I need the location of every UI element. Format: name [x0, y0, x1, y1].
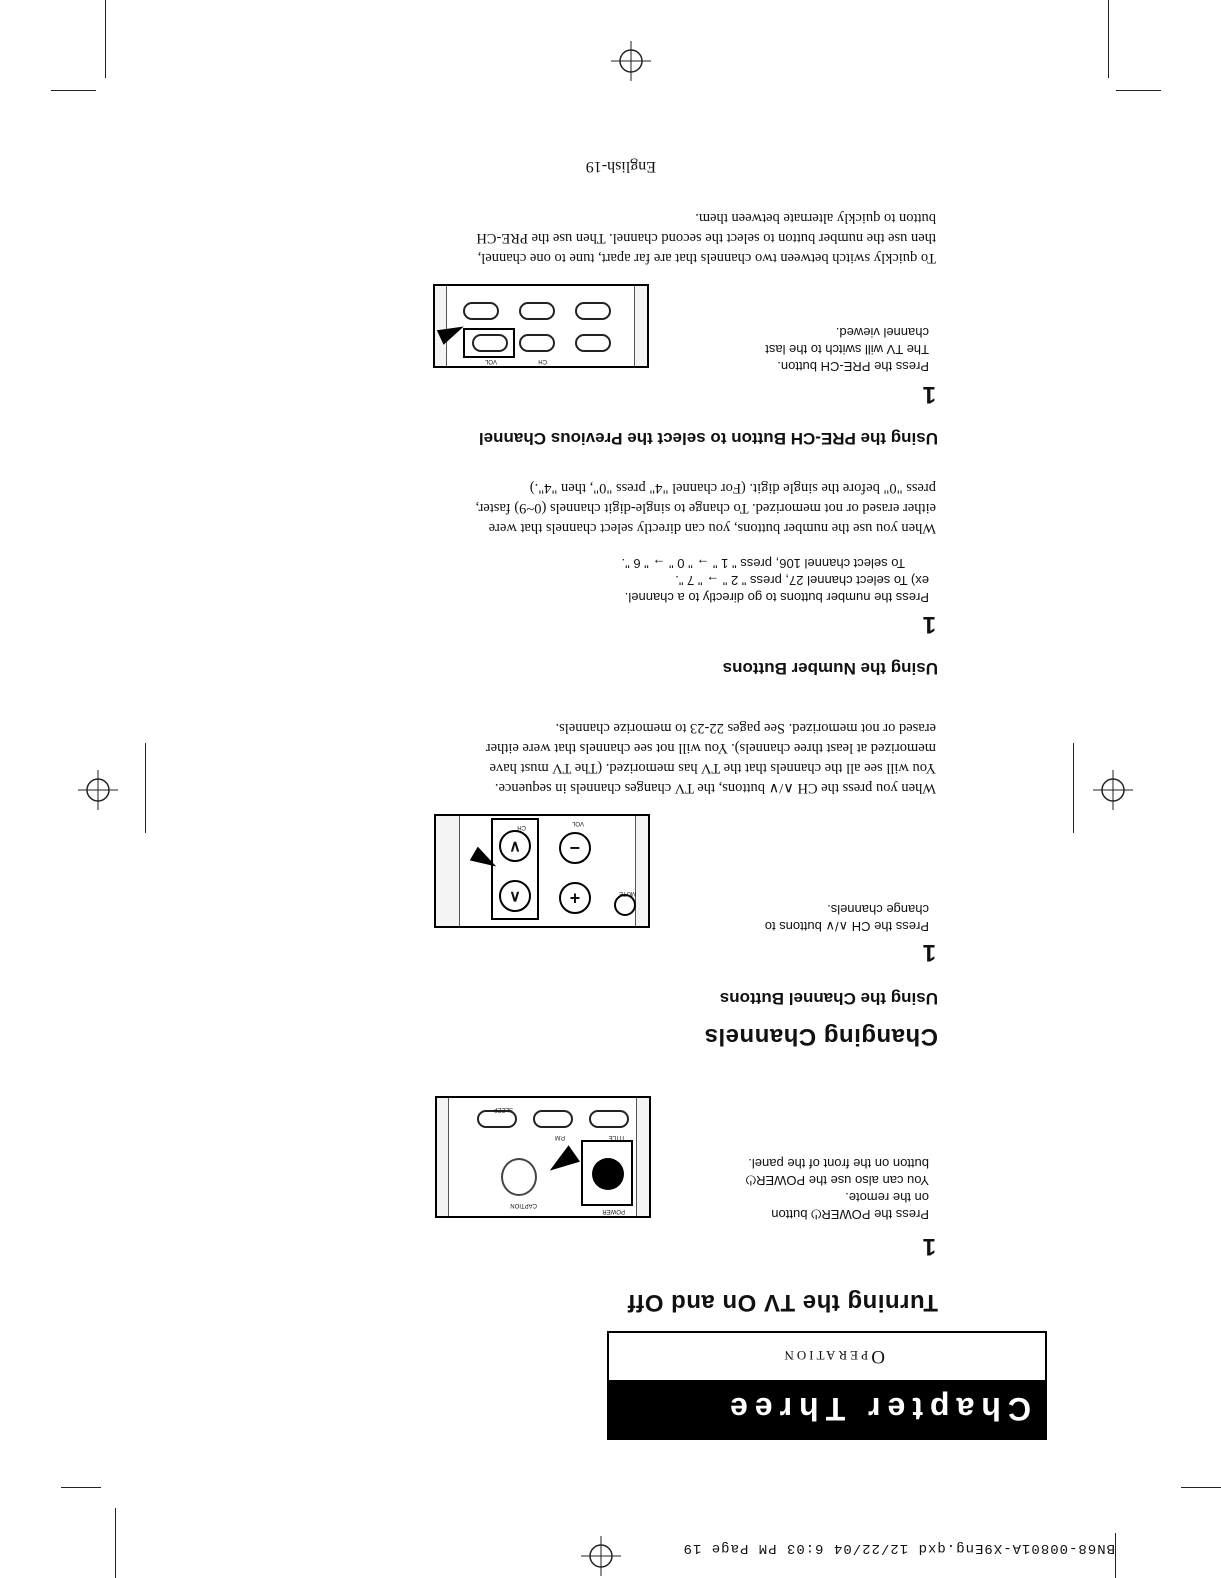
step-line: Press the PRE-CH button.	[777, 359, 929, 374]
step-line: button on the front of the panel.	[748, 1156, 929, 1171]
mute-button-icon	[614, 894, 636, 916]
crop-mark	[1073, 743, 1074, 833]
chapter-title: Chapter Three	[609, 1380, 1045, 1438]
paragraph-line: erased or not memorized. See pages 22-23 to memorize channels.	[555, 720, 936, 736]
paragraph-number	[276, 478, 936, 538]
crop-mark	[145, 743, 146, 833]
registration-mark-icon	[611, 41, 651, 81]
paragraph-line: memorized at least three channels). You will not see channels that were either	[485, 740, 936, 756]
vol-up-icon: +	[559, 882, 591, 914]
step-line: You can also use the POWER⏻	[745, 1173, 929, 1188]
figure-label: MUTE	[619, 890, 636, 896]
registration-mark-icon	[581, 1536, 621, 1576]
remote-button-icon	[575, 334, 611, 352]
remote-button-icon	[589, 1110, 629, 1128]
figure-label: P.M	[555, 1134, 565, 1140]
step-line: ex) To select channel 27, press " 2 " → " 7 ".	[675, 573, 929, 588]
step-text-prech	[689, 324, 929, 375]
subsection-heading: Using the Number Buttons	[722, 659, 938, 678]
step-line: on the remote.	[845, 1190, 929, 1205]
paragraph-line: then use the number button to select the second channel. Then use the PRE-CH	[476, 230, 936, 246]
crop-mark	[1108, 0, 1109, 78]
remote-figure-prech	[433, 284, 649, 368]
paragraph-line: You will see all the channels that the TV has memorized. (The TV must have	[489, 760, 936, 776]
page-footer: English-19	[585, 158, 656, 175]
vol-down-icon: −	[559, 832, 591, 864]
step-number: 1	[922, 1233, 936, 1260]
step-line: Press the POWER⏻ button	[771, 1207, 929, 1222]
subsection-heading: Using the PRE-CH Button to select the Previous Channel	[478, 429, 938, 448]
step-line: channel viewed.	[835, 325, 929, 340]
step-line: The TV will switch to the last	[765, 342, 929, 357]
figure-label: TITLE	[608, 1134, 625, 1140]
paragraph-line: To quickly switch between two channels that are far apart, tune to one channel,	[477, 250, 936, 266]
subsection-heading: Using the Channel Buttons	[719, 989, 938, 1008]
remote-button-icon	[519, 302, 555, 320]
paragraph-line: button to quickly alternate between them.	[695, 210, 936, 226]
paragraph-line: When you press the CH ∧/∨ buttons, the TV changes channels in sequence.	[494, 780, 936, 796]
remote-button-icon	[519, 334, 555, 352]
figure-label: CH	[538, 358, 547, 364]
remote-button-icon	[477, 1110, 517, 1128]
chapter-header	[607, 1331, 1047, 1440]
figure-label: POWER	[602, 1208, 625, 1214]
printer-slug: BN68-00801A-X9Eng.qxd 12/22/04 6:03 PM Page 19	[682, 1540, 1115, 1556]
ch-up-icon: ∧	[499, 880, 531, 912]
crop-mark	[115, 1508, 116, 1578]
step-number: 1	[922, 939, 936, 966]
pointer-arrow-icon	[544, 1145, 580, 1179]
paragraph-channels	[276, 718, 936, 798]
section-heading-power: Turning the TV On and Off	[627, 1289, 938, 1316]
crop-mark	[61, 1487, 101, 1488]
power-button-icon	[592, 1158, 624, 1190]
remote-button-icon	[575, 302, 611, 320]
power-button-highlight	[581, 1140, 633, 1206]
paragraph-line: press "0" before the single digit. (For channel "4" press "0", then "4".)	[529, 480, 936, 496]
figure-label: SLEEP	[493, 1106, 513, 1112]
registration-mark-icon	[1093, 770, 1133, 810]
figure-label: VOL	[571, 820, 584, 826]
paragraph-line: either erased or not memorized. To change to single-digit channels (0~9) faster,	[475, 500, 936, 516]
step-line: Press the number buttons to go directly to a channel.	[624, 590, 929, 605]
prech-button-highlight	[463, 328, 515, 358]
step-text-number	[329, 555, 929, 606]
step-text-channels	[689, 901, 929, 935]
ch-buttons-highlight	[491, 818, 539, 920]
ch-down-icon: ∨	[499, 830, 531, 862]
caption-button-icon	[501, 1158, 537, 1196]
step-number: 1	[922, 611, 936, 638]
step-text-power	[689, 1155, 929, 1223]
figure-label: VOL	[484, 358, 497, 364]
chapter-subtitle	[609, 1333, 1045, 1380]
remote-button-icon	[533, 1110, 573, 1128]
chapter-subtitle-text: Operation	[781, 1346, 885, 1367]
step-line: To select channel 106, press " 1 " → " 0 " → " 6 ".	[621, 556, 905, 571]
step-line: change channels.	[827, 902, 929, 917]
step-number: 1	[922, 381, 936, 408]
crop-mark	[105, 0, 106, 78]
remote-button-icon	[463, 302, 499, 320]
paragraph-prech	[276, 208, 936, 268]
prech-button-icon	[472, 334, 508, 352]
step-line: Press the CH ∧/∨ buttons to	[764, 919, 929, 934]
crop-mark	[51, 90, 96, 91]
remote-figure-channels	[434, 814, 650, 928]
paragraph-line: When you use the number buttons, you can directly select channels that were	[488, 520, 936, 536]
crop-mark	[1115, 1533, 1116, 1578]
crop-mark	[1116, 90, 1161, 91]
remote-figure-power	[435, 1096, 651, 1218]
section-heading-channels: Changing Channels	[704, 1023, 938, 1050]
registration-mark-icon	[78, 770, 118, 810]
crop-mark	[1181, 1487, 1221, 1488]
figure-label: CH	[517, 824, 526, 830]
figure-label: CAPTION	[510, 1202, 537, 1208]
